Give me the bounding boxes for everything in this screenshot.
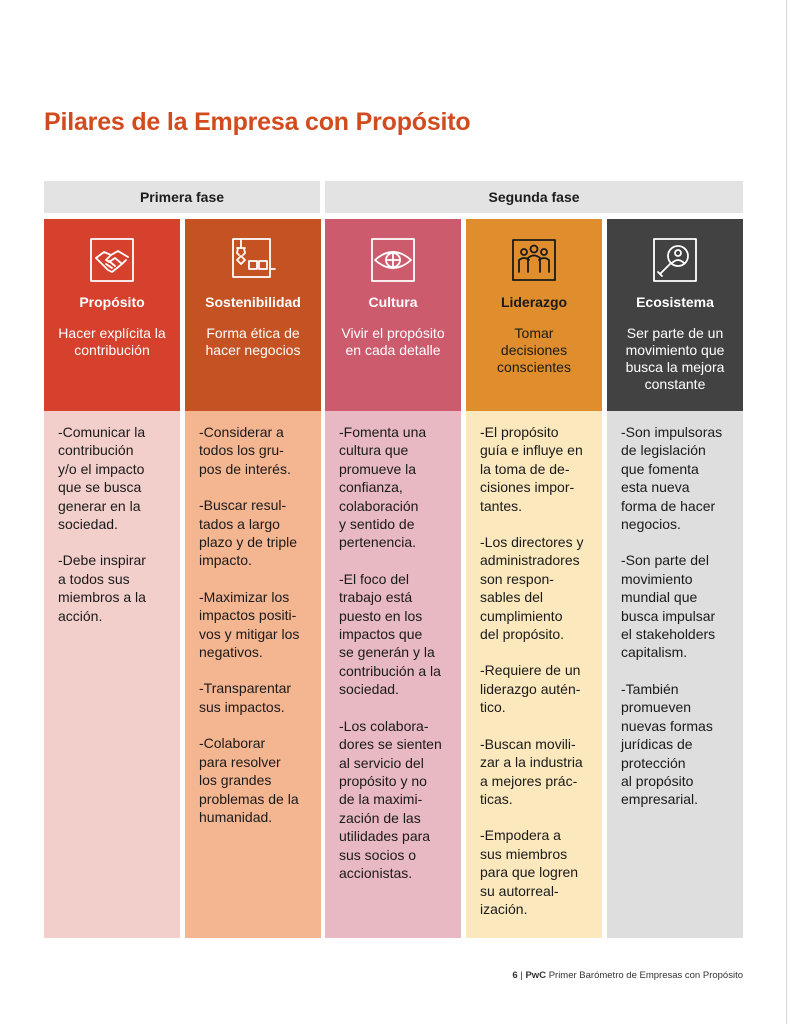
claw-machine-icon <box>229 236 277 284</box>
page-edge <box>786 0 787 1024</box>
pillar-ecosistema-header <box>607 219 743 411</box>
pillar-liderazgo <box>466 219 602 938</box>
list-item: -Los colabora- dores se sienten al servicio del propósito y no de la maximi- zación de las utilidades para sus socios o accionistas. <box>339 717 442 881</box>
handshake-icon <box>88 236 136 284</box>
pillar-description: Tomar decisiones conscientes <box>497 325 571 375</box>
list-item: -Los directores y administradores son respon- sables del cumplimiento del propósito. <box>480 534 584 643</box>
footer-text: Primer Barómetro de Empresas con Propósito <box>548 970 743 981</box>
phase-second-header: Segunda fase <box>325 181 743 213</box>
list-item: -Empodera a sus miembros para que logren su autorreal- ización. <box>480 827 579 917</box>
list-item: -Son impulsoras de legislación que fomenta esta nueva forma de hacer negocios. <box>621 424 723 533</box>
page-title: Pilares de la Empresa con Propósito <box>44 108 471 136</box>
pillar-proposito <box>44 219 180 938</box>
pillar-cultura-header <box>325 219 461 411</box>
list-item: -También promueven nuevas formas jurídicas de protección al propósito empresarial. <box>621 680 713 808</box>
list-item: -Colaborar para resolver los grandes problemas de la humanidad. <box>199 735 299 825</box>
pillar-proposito-header <box>44 219 180 411</box>
pillar-name: Sostenibilidad <box>205 294 301 310</box>
pillar-description: Vivir el propósito en cada detalle <box>341 325 445 358</box>
people-frame-icon <box>510 236 558 284</box>
pillar-name: Cultura <box>368 294 418 310</box>
magnifier-person-icon <box>651 236 699 284</box>
list-item: -El foco del trabajo está puesto en los impactos que se generán y la contribución a la sociedad. <box>339 570 441 698</box>
eye-icon <box>369 236 417 284</box>
pillar-sostenibilidad-body <box>185 411 321 938</box>
pillar-description: Forma ética de hacer negocios <box>205 325 301 358</box>
pillar-ecosistema-body <box>607 411 743 938</box>
pillar-sostenibilidad-header <box>185 219 321 411</box>
page-footer: 6 | PwC Primer Barómetro de Empresas con Propósito <box>512 970 743 981</box>
pillar-name: Propósito <box>79 294 145 310</box>
pillar-description: Hacer explícita la contribución <box>58 325 166 358</box>
pillar-liderazgo-header <box>466 219 602 411</box>
pillar-cultura <box>325 219 461 938</box>
page-number: 6 <box>512 970 518 981</box>
pillar-name: Ecosistema <box>636 294 714 310</box>
pillar-name: Liderazgo <box>500 294 568 310</box>
list-item: -Debe inspirar a todos sus miembros a la acción. <box>58 552 146 624</box>
list-item: -Buscan movili- zar a la industria a mejores prác- ticas. <box>480 735 583 807</box>
list-item: -Transparentar sus impactos. <box>199 680 292 715</box>
pillar-proposito-body <box>44 411 180 938</box>
list-item: -Fomenta una cultura que promueve la confianza, colaboración y sentido de pertenencia. <box>339 424 427 551</box>
pillar-sostenibilidad <box>185 219 321 938</box>
list-item: -Son parte del movimiento mundial que busca impulsar el stakeholders capitalism. <box>621 552 716 661</box>
list-item: -Comunicar la contribución y/o el impacto que se busca generar en la sociedad. <box>58 424 146 533</box>
list-item: -Considerar a todos los gru- pos de interés. <box>199 424 291 477</box>
footer-brand: PwC <box>525 970 547 981</box>
list-item: -Requiere de un liderazgo autén- tico. <box>480 662 581 716</box>
list-item: -El propósito guía e influye en la toma de de- cisiones impor- tantes. <box>480 424 583 514</box>
pillar-description: Ser parte de un movimiento que busca la mejora constante <box>625 325 725 392</box>
list-item: -Buscar resul- tados a largo plazo y de triple impacto. <box>199 497 298 569</box>
pillar-ecosistema <box>607 219 743 938</box>
pillar-liderazgo-body <box>466 411 602 938</box>
phase-first-header: Primera fase <box>44 181 320 213</box>
pillar-cultura-body <box>325 411 461 938</box>
list-item: -Maximizar los impactos positi- vos y mitigar los negativos. <box>199 588 300 661</box>
